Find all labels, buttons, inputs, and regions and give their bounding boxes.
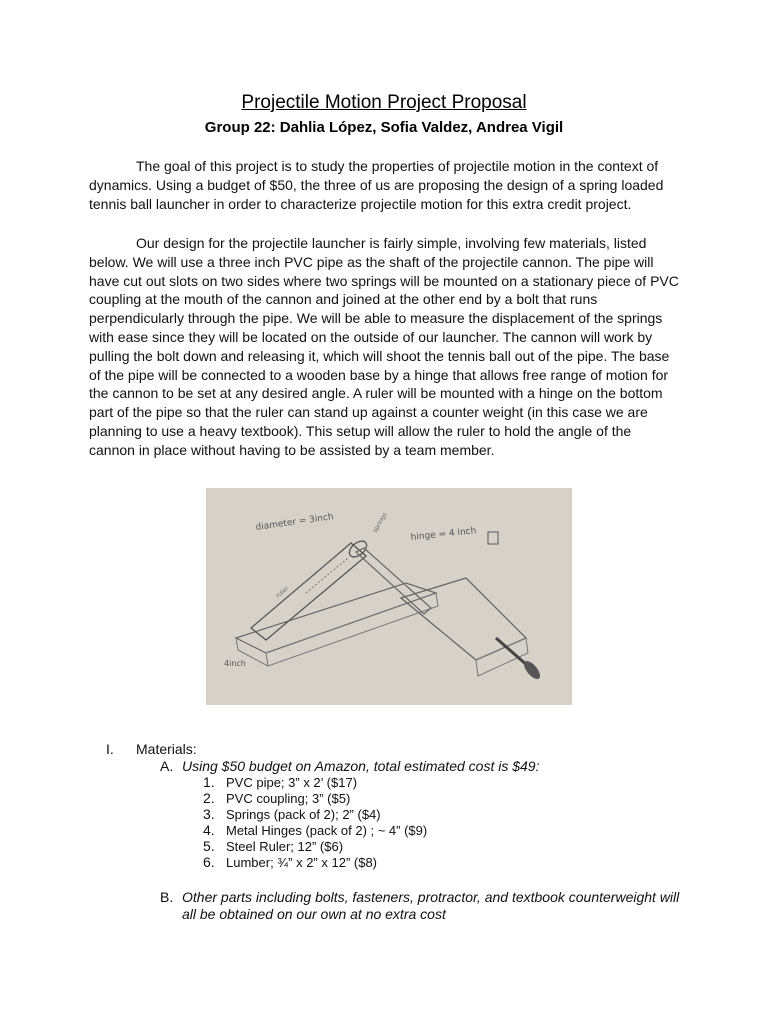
sketch-label-width: 4inch [224,659,246,668]
subitem-text: PVC pipe; 3” x 2’ ($17) [226,775,358,790]
section-numeral: I. [106,741,114,757]
launcher-sketch [206,488,572,705]
paragraph-design: Our design for the projectile launcher is fairly simple, involving few materials, listed below. We will use a three inch PVC pipe as the shaft of the projectile cannon. The pipe will have cut out slots on two sides where two springs will be mounted on a stationary piece of PVC coupling at the mouth of the cannon and joined at the other end by a bolt that runs perpendicularly through the pipe. We will be able to measure the displacement of the springs with ease since they will be located on the outside of our launcher. The cannon will work by pulling the bolt down and releasing it, which will shoot the tennis ball out of the pipe. The base of the pipe will be connected to a wooden base by a hinge that allows free range of motion for the cannon to be set at any desired angle. A ruler will be mounted with a hinge on the bottom part of the pipe so that the ruler can stand up against a counter weight (in this case we are planning to use a heavy textbook). This setup will allow the ruler to hold the angle of the cannon in place without having to be assisted by a team member. [89,235,679,458]
sketch-drawing [206,488,572,705]
subitem-text: Springs (pack of 2); 2” ($4) [226,807,381,822]
sketch-label-hinge: hinge = 4 inch [410,526,477,543]
subitem-number: 2. [203,790,215,806]
document-title: Projectile Motion Project Proposal [241,92,527,113]
sketch-label-springs: springs [371,511,389,534]
section-heading: Materials: [136,741,197,757]
sketch-label-ruler: ruler [274,585,291,600]
subitem-text: Lumber; ¾” x 2” x 12” ($8) [226,855,377,870]
sketch-label-diameter: diameter = 3inch [255,512,335,533]
paragraph-goal: The goal of this project is to study the properties of projectile motion in the context of dynamics. Using a budget of $50, the three of us are proposing the design of a spring loaded tennis ball launcher in order to characterize projectile motion for this extra credit project. [89,158,664,212]
subitem-number: 3. [203,806,215,822]
group-members: Group 22: Dahlia López, Sofia Valdez, Andrea Vigil [204,119,564,136]
item-a-text: Using $50 budget on Amazon, total estimated cost is $49: [182,758,540,774]
item-b-text-line1: Other parts including bolts, fasteners, protractor, and textbook counterweight will [182,889,680,905]
subitem-number: 5. [203,838,215,854]
subitem-text: Metal Hinges (pack of 2) ; ~ 4” ($9) [226,823,428,838]
subitem-number: 1. [203,774,215,790]
subitem-number: 6. [203,854,215,870]
item-b-letter: B. [160,889,174,905]
subitem-number: 4. [203,822,215,838]
subitem-text: PVC coupling; 3” ($5) [226,791,351,806]
item-a-letter: A. [160,758,174,774]
item-b-text-line2: all be obtained on our own at no extra cost [182,906,446,922]
subitem-text: Steel Ruler; 12” ($6) [226,839,344,854]
